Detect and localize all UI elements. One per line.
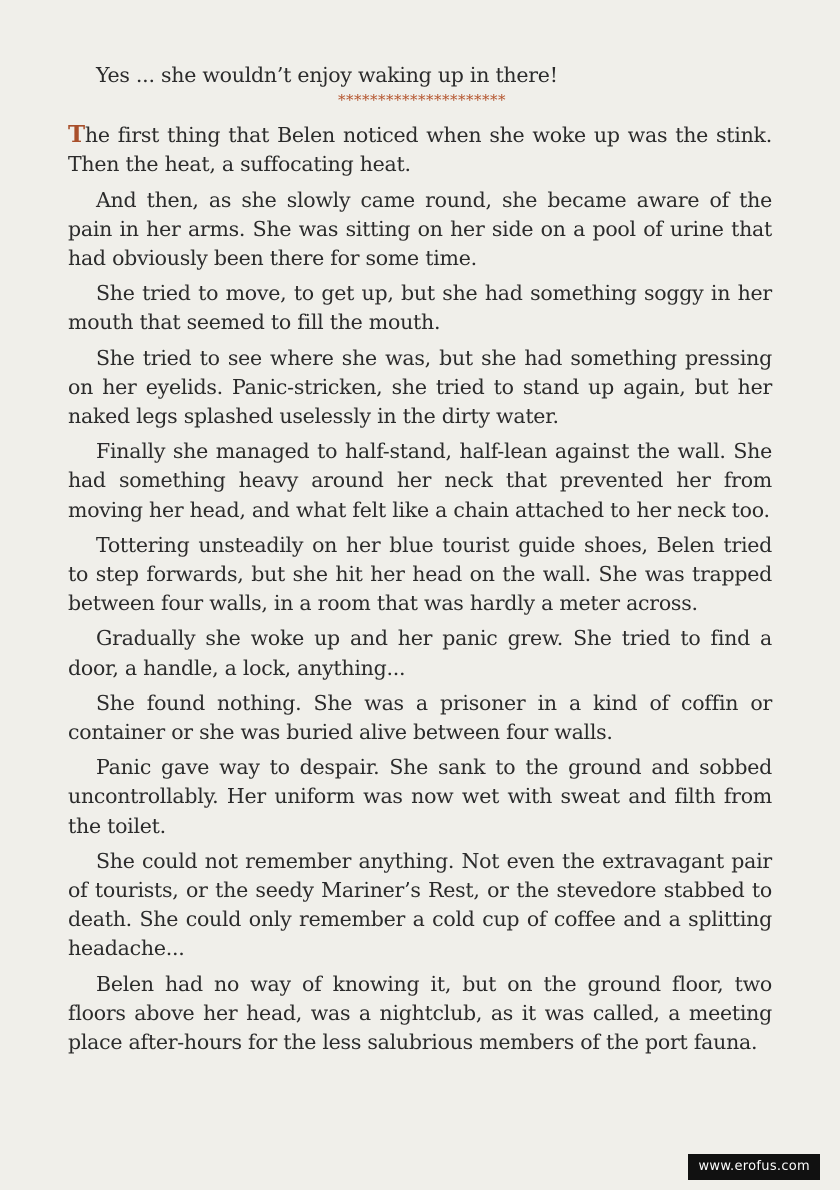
paragraph: Panic gave way to despair. She sank to the ground and sobbed uncontrollably. Her uniform was now wet with sweat and filth from the toilet.	[68, 755, 772, 838]
first-paragraph	[68, 120, 772, 179]
paragraph: She tried to move, to get up, but she had something soggy in her mouth that seemed to fill the mouth.	[68, 281, 772, 335]
paragraph: She found nothing. She was a prisoner in a kind of coffin or container or she was buried alive between four walls.	[68, 690, 772, 745]
paragraph: She could not remember anything. Not even the extravagant pair of tourists, or the seedy Mariner’s Rest, or the stevedore stabbed to death. She could only remember a cold cup of coffee and a splitting headache...	[68, 848, 772, 961]
paragraph: Gradually she woke up and her panic grew. She tried to find a door, a handle, a lock, anything...	[68, 626, 772, 680]
drop-cap: T	[68, 121, 85, 149]
first-paragraph-text: he first thing that Belen noticed when she woke up was the stink. Then the heat, a suffocating heat.	[68, 123, 772, 177]
paragraph: Belen had no way of knowing it, but on the ground floor, two floors above her head, was a nightclub, as it was called, a meeting place after-hours for the less salubrious members of the port fauna.	[68, 971, 772, 1055]
text-block	[68, 61, 772, 1063]
paragraph: She tried to see where she was, but she had something pressing on her eyelids. Panic-stricken, she tried to stand up again, but her naked legs splashed uselessly in the dirty water.	[68, 345, 772, 429]
paragraph: Tottering unsteadily on her blue tourist guide shoes, Belen tried to step forwards, but she hit her head on the wall. She was trapped between four walls, in a room that was hardly a meter across.	[68, 532, 772, 616]
watermark-link[interactable]: www.erofus.com	[688, 1154, 820, 1180]
paragraph: Finally she managed to half-stand, half-lean against the wall. She had something heavy around her neck that prevented her from moving her head, and what felt like a chain attached to her neck too.	[68, 439, 772, 522]
paragraph: And then, as she slowly came round, she became aware of the pain in her arms. She was sitting on her side on a pool of urine that had obviously been there for some time.	[68, 187, 772, 271]
intro-line: Yes ... she wouldn’t enjoy waking up in there!	[96, 63, 558, 87]
section-separator: *********************	[338, 91, 506, 110]
